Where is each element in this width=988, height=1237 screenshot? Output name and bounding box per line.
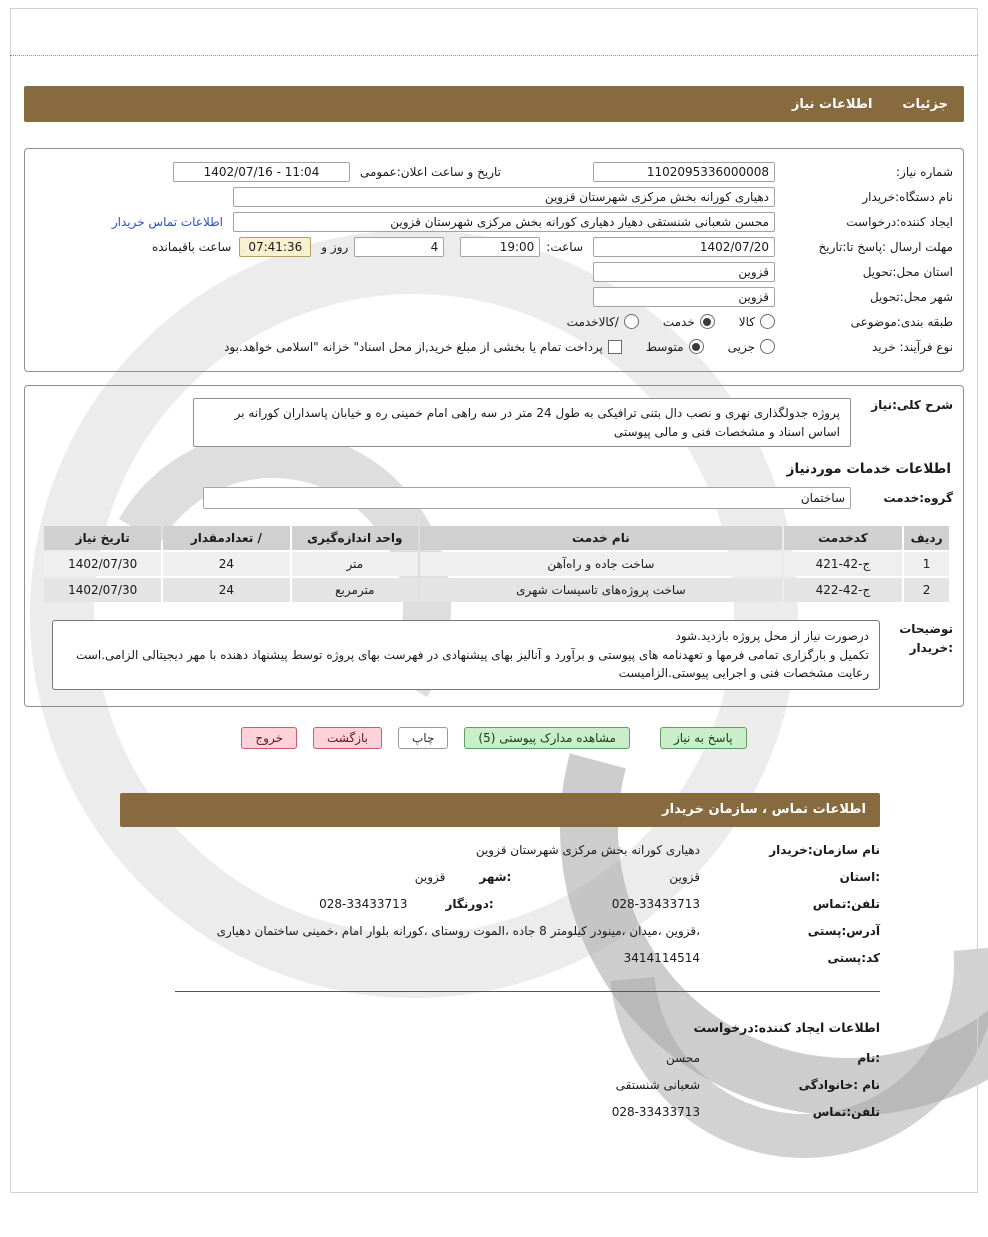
process-type-options	[200, 339, 775, 354]
note-line: درصورت نیاز از محل پروژه بازدید.شود	[675, 629, 869, 644]
classification-option-service[interactable]	[663, 314, 715, 329]
contact-bar-title: اطلاعات تماس ، سازمان خریدار	[662, 802, 866, 818]
deadline-time-field: 19:00	[460, 237, 540, 257]
service-group-row	[35, 485, 953, 510]
last-name-label: نام :خانوادگی	[798, 1077, 880, 1092]
days-word-label: روز و	[321, 239, 349, 254]
service-group-label: گروه:خدمت	[883, 490, 953, 505]
classification-option-goods-service[interactable]	[567, 314, 639, 329]
header-service-code: کدخدمت	[784, 526, 902, 550]
radio-icon	[624, 314, 639, 329]
cell-unit: متر	[292, 552, 419, 576]
radio-icon	[760, 314, 775, 329]
cell-row-number: 1	[904, 552, 949, 576]
process-type-row	[35, 334, 953, 359]
creator-field: محسن شعبانی شنستقی دهیار دهیاری کورانه بخش مرکزی شهرستان قزوین	[233, 212, 775, 232]
need-description-row	[35, 398, 953, 447]
cell-need-date: 1402/07/30	[44, 578, 161, 602]
buyer-notes-label-line1: توضیحات	[899, 622, 953, 637]
buyer-notes-label	[880, 620, 953, 658]
announce-datetime-label: تاریخ و ساعت اعلان:عمومی	[359, 164, 501, 179]
deadline-row	[35, 234, 953, 259]
contact-section	[148, 843, 880, 1119]
buyer-org-label: نام دستگاه:خریدار	[862, 189, 953, 204]
classification-row	[35, 309, 953, 334]
province-city-row	[148, 870, 880, 884]
classification-options	[543, 314, 775, 329]
header-row-number: ردیف	[904, 526, 949, 550]
delivery-city-row	[35, 284, 953, 309]
need-number-field: 1102095336000008	[593, 162, 775, 182]
delivery-city-field: قزوین	[593, 287, 775, 307]
remaining-hours-label: ساعت باقیمانده	[151, 239, 232, 254]
radio-checked-icon	[700, 314, 715, 329]
need-number-label: شماره نیاز:	[896, 164, 953, 179]
view-attachments-button[interactable]: مشاهده مدارک پیوستی (5)	[464, 727, 630, 749]
process-option-minor[interactable]	[728, 339, 775, 354]
exit-button[interactable]: خروج	[241, 727, 297, 749]
need-summary-panel	[24, 148, 964, 372]
postal-code-row	[148, 951, 880, 965]
cell-quantity: 24	[163, 578, 289, 602]
creator-row	[35, 209, 953, 234]
header-service-name: نام خدمت	[420, 526, 782, 550]
option-label: /کالاخدمت	[566, 314, 619, 329]
services-table	[42, 524, 951, 604]
cell-unit: مترمربع	[292, 578, 419, 602]
option-label: خدمت	[662, 314, 695, 329]
dotted-separator	[10, 55, 978, 56]
phone-fax-values	[148, 897, 700, 911]
creator-phone-label: تلفن:تماس	[812, 1104, 880, 1119]
services-heading: اطلاعات خدمات موردنیاز	[786, 461, 951, 478]
radio-icon	[760, 339, 775, 354]
table-header-row	[44, 526, 949, 550]
delivery-province-field: قزوین	[593, 262, 775, 282]
city-label: :شهر	[479, 869, 512, 884]
respond-button[interactable]: پاسخ به نیاز	[660, 727, 747, 749]
cell-service-code: ج-42-421	[784, 552, 902, 576]
process-type-label: نوع فرآیند: خرید	[872, 339, 953, 354]
first-name-row	[148, 1051, 880, 1065]
remaining-days-field: 4	[354, 237, 444, 257]
address-row	[148, 924, 880, 938]
phone-value: 028-33433713	[611, 896, 700, 911]
buyer-notes-label-line2: :خریدار	[909, 641, 953, 656]
buyer-org-field: دهیاری کورانه بخش مرکزی شهرستان قزوین	[233, 187, 775, 207]
cell-service-name: ساخت جاده و راه‌آهن	[420, 552, 782, 576]
tab-details[interactable]: جزئیات	[902, 96, 948, 112]
org-name-row	[148, 843, 880, 857]
radio-checked-icon	[689, 339, 704, 354]
option-label: جزیی	[727, 339, 755, 354]
creator-phone-row	[148, 1105, 880, 1119]
option-label: کالا	[738, 314, 755, 329]
address-label: آدرس:پستی	[807, 923, 880, 938]
table-row	[44, 552, 949, 576]
need-detail-panel	[24, 385, 964, 707]
first-name-label: :نام	[857, 1050, 880, 1065]
cell-row-number: 2	[904, 578, 949, 602]
last-name-row	[148, 1078, 880, 1092]
org-name-label: نام سازمان:خریدار	[769, 842, 880, 857]
countdown-timer: 07:41:36	[239, 237, 311, 257]
cell-service-code: ج-42-422	[784, 578, 902, 602]
province-value: قزوین	[669, 869, 700, 884]
treasury-payment-checkbox[interactable]	[224, 340, 622, 354]
service-group-field: ساختمان	[203, 487, 851, 509]
creator-label: ایجاد کننده:درخواست	[846, 214, 953, 229]
buyer-contact-link[interactable]: اطلاعات تماس خریدار	[111, 214, 223, 229]
postal-code-value: 3414114514	[623, 950, 700, 965]
print-button[interactable]: چاپ	[398, 727, 448, 749]
cell-quantity: 24	[163, 552, 289, 576]
delivery-city-label: شهر محل:تحویل	[869, 289, 953, 304]
deadline-time-label: ساعت:	[546, 239, 583, 254]
page-header-bar	[24, 86, 964, 122]
city-value: قزوین	[414, 869, 446, 884]
cell-service-name: ساخت پروژه‌های تاسیسات شهری	[420, 578, 782, 602]
phone-fax-row	[148, 897, 880, 911]
note-line: تکمیل و بارگزاری تمامی فرمها و تعهدنامه های پیوستی و برآورد و آنالیز بهای پیشنهادی در فهرست بهای پروژه توسط پیشنهاد دهنده با مهر دیجیتالی الزامی.است	[76, 647, 869, 662]
header-quantity: / تعدادمقدار	[163, 526, 289, 550]
province-label: :استان	[839, 869, 880, 884]
process-option-medium[interactable]	[646, 339, 704, 354]
table-row	[44, 578, 949, 602]
province-city-values	[148, 870, 700, 884]
header-unit: واحد اندازه‌گیری	[292, 526, 419, 550]
deadline-date-field: 1402/07/20	[593, 237, 775, 257]
cell-need-date: 1402/07/30	[44, 552, 161, 576]
first-name-value: محسن	[665, 1050, 700, 1065]
phone-label: تلفن:تماس	[812, 896, 880, 911]
delivery-province-row	[35, 259, 953, 284]
deadline-label: مهلت ارسال :پاسخ تا:تاریخ	[818, 239, 953, 254]
fax-label: :دورنگار	[445, 896, 494, 911]
classification-option-goods[interactable]	[739, 314, 775, 329]
need-number-row	[35, 159, 953, 184]
buyer-notes-row	[35, 620, 953, 690]
last-name-value: شعبانی شنستقی	[615, 1077, 700, 1092]
checkbox-icon	[608, 340, 622, 354]
contact-header-bar	[120, 793, 880, 827]
contact-divider	[175, 991, 880, 992]
delivery-province-label: استان محل:تحویل	[862, 264, 953, 279]
creator-info-heading: اطلاعات ایجاد کننده:درخواست	[693, 1019, 880, 1035]
action-buttons	[0, 727, 988, 749]
option-label: متوسط	[645, 339, 684, 354]
need-description-box: پروژه جدولگذاری نهری و نصب دال بتنی ترافیکی به طول 24 متر در سه راهی امام خمینی ره و خیابان پاسداران کورانه بر اساس اسناد و مشخصات فنی و مالی پیوستی	[193, 398, 851, 447]
fax-value: 028-33433713	[319, 896, 408, 911]
buyer-org-row	[35, 184, 953, 209]
checkbox-label: پرداخت تمام یا بخشی از مبلغ خرید,از محل اسناد" خزانه "اسلامی خواهد.بود	[224, 339, 603, 354]
announce-datetime-field: 1402/07/16 - 11:04	[173, 162, 350, 182]
buyer-notes-box	[52, 620, 880, 690]
classification-label: طبقه بندی:موضوعی	[850, 314, 953, 329]
need-description-label: شرح کلی:نیاز	[871, 398, 953, 412]
address-value: ،قزوین ،میدان ،مینودر کیلومتر 8 جاده ،الموت روستای ،کورانه بلوار امام ،خمینی ساختمان دهیاری	[216, 923, 700, 938]
header-need-date: تاریخ نیاز	[44, 526, 161, 550]
creator-phone-value: 028-33433713	[611, 1104, 700, 1119]
org-name-value: دهیاری کورانه بخش مرکزی شهرستان قزوین	[475, 842, 700, 857]
postal-code-label: کد:پستی	[827, 950, 880, 965]
tab-need-info[interactable]: اطلاعات نیاز	[791, 96, 873, 112]
note-line: رعایت مشخصات فنی و اجرایی پیوستی.الزامیست	[618, 666, 869, 681]
back-button[interactable]: بازگشت	[313, 727, 382, 749]
